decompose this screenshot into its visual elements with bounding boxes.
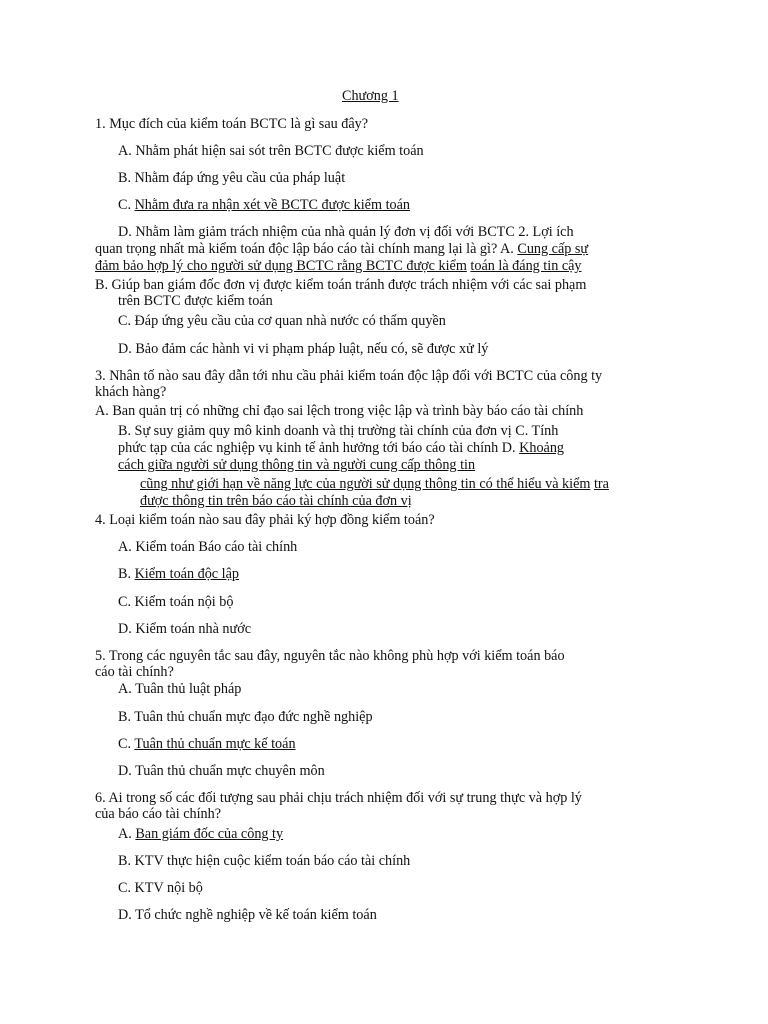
q1-option-c-label: C. xyxy=(118,197,135,213)
question-3-line2: khách hàng? xyxy=(95,384,167,400)
question-2-text: quan trọng nhất mà kiểm toán độc lập báo cáo tài chính mang lại là gì? A. xyxy=(95,241,518,257)
q6-option-a xyxy=(118,826,283,843)
q4-option-b-label: B. xyxy=(118,566,135,582)
q1-correct-answer: Nhằm đưa ra nhận xét về BCTC được kiểm toán xyxy=(134,197,410,213)
q1-option-d: D. Nhằm làm giảm trách nhiệm của nhà quản lý đơn vị đối với BCTC 2. Lợi ích xyxy=(118,224,574,240)
q1-option-a: A. Nhằm phát hiện sai sót trên BCTC được kiểm toán xyxy=(118,143,424,159)
q2-option-b-line1: B. Giúp ban giám đốc đơn vị được kiểm toán tránh được trách nhiệm với các sai phạm xyxy=(95,277,587,293)
q5-option-c-label: C. xyxy=(118,736,135,752)
question-4: 4. Loại kiểm toán nào sau đây phải ký hợp đồng kiểm toán? xyxy=(95,512,435,528)
question-6-line1: 6. Ai trong số các đối tượng sau phải chịu trách nhiệm đối với sự trung thực và hợp lý xyxy=(95,790,582,806)
q1-option-b: B. Nhằm đáp ứng yêu cầu của pháp luật xyxy=(118,170,346,186)
q4-option-b xyxy=(118,566,239,583)
q2-correct-answer-part1: Cung cấp sự xyxy=(517,241,589,257)
q3-option-b-line1: B. Sự suy giảm quy mô kinh doanh và thị trường tài chính của đơn vị C. Tính xyxy=(118,423,559,439)
q3-option-b-line2 xyxy=(118,440,564,457)
question-5-line2: cáo tài chính? xyxy=(95,664,174,680)
q5-option-d: D. Tuân thủ chuẩn mực chuyên môn xyxy=(118,763,325,779)
q6-option-c: C. KTV nội bộ xyxy=(118,880,203,896)
q6-option-b: B. KTV thực hiện cuộc kiểm toán báo cáo tài chính xyxy=(118,853,411,869)
q3-correct-answer-part1: Khoảng xyxy=(519,440,565,456)
q3-correct-answer-part4: tra xyxy=(593,476,609,492)
q6-option-a-label: A. xyxy=(118,826,136,842)
q3-correct-answer-part3: cũng như giới hạn về năng lực của người sử dụng thông tin có thể hiểu và kiểm xyxy=(140,476,591,492)
chapter-title: Chương 1 xyxy=(342,88,399,104)
q4-correct-answer: Kiểm toán độc lập xyxy=(134,566,239,582)
question-2-line xyxy=(95,241,588,258)
q2-option-d: D. Bảo đảm các hành vi vi phạm pháp luật, nếu có, sẽ được xử lý xyxy=(118,341,489,357)
q5-option-a: A. Tuân thủ luật pháp xyxy=(118,681,242,697)
q4-option-d: D. Kiểm toán nhà nước xyxy=(118,621,251,637)
q4-option-a: A. Kiểm toán Báo cáo tài chính xyxy=(118,539,298,555)
q3-option-a: A. Ban quản trị có những chỉ đạo sai lệch trong việc lập và trình bày báo cáo tài chính xyxy=(95,403,584,419)
question-5-line1: 5. Trong các nguyên tắc sau đây, nguyên tắc nào không phù hợp với kiểm toán báo xyxy=(95,648,565,664)
q1-option-c xyxy=(118,197,410,214)
q2-correct-answer-part2: đảm bảo hợp lý cho người sử dụng BCTC rằng BCTC được kiểm xyxy=(95,258,467,274)
q2-option-c: C. Đáp ứng yêu cầu của cơ quan nhà nước có thẩm quyền xyxy=(118,313,446,329)
question-1: 1. Mục đích của kiểm toán BCTC là gì sau đây? xyxy=(95,116,369,132)
q2-answer-line xyxy=(95,258,582,275)
question-3-line1: 3. Nhân tố nào sau đây dẫn tới nhu cầu phải kiểm toán độc lập đối với BCTC của công ty xyxy=(95,368,603,384)
q2-correct-answer-part3: toán là đáng tin cậy xyxy=(470,258,582,274)
q6-correct-answer: Ban giám đốc của công ty xyxy=(135,826,284,842)
q5-option-b: B. Tuân thủ chuẩn mực đạo đức nghề nghiệp xyxy=(118,709,373,725)
q3-answer-line4 xyxy=(140,476,609,493)
q3-correct-answer-part5: được thông tin trên báo cáo tài chính của đơn vị xyxy=(140,493,412,509)
q5-correct-answer: Tuân thủ chuẩn mực kế toán xyxy=(134,736,296,752)
q6-option-d: D. Tổ chức nghề nghiệp về kế toán kiểm toán xyxy=(118,907,377,923)
q2-option-b-line2: trên BCTC được kiểm toán xyxy=(118,293,273,309)
question-6-line2: của báo cáo tài chính? xyxy=(95,806,222,822)
q3-correct-answer-part2: cách giữa người sử dụng thông tin và người cung cấp thông tin xyxy=(118,457,476,473)
q4-option-c: C. Kiểm toán nội bộ xyxy=(118,594,234,610)
q3-option-b-text: phức tạp của các nghiệp vụ kinh tế ảnh hưởng tới báo cáo tài chính D. xyxy=(118,440,520,456)
q5-option-c xyxy=(118,736,296,753)
